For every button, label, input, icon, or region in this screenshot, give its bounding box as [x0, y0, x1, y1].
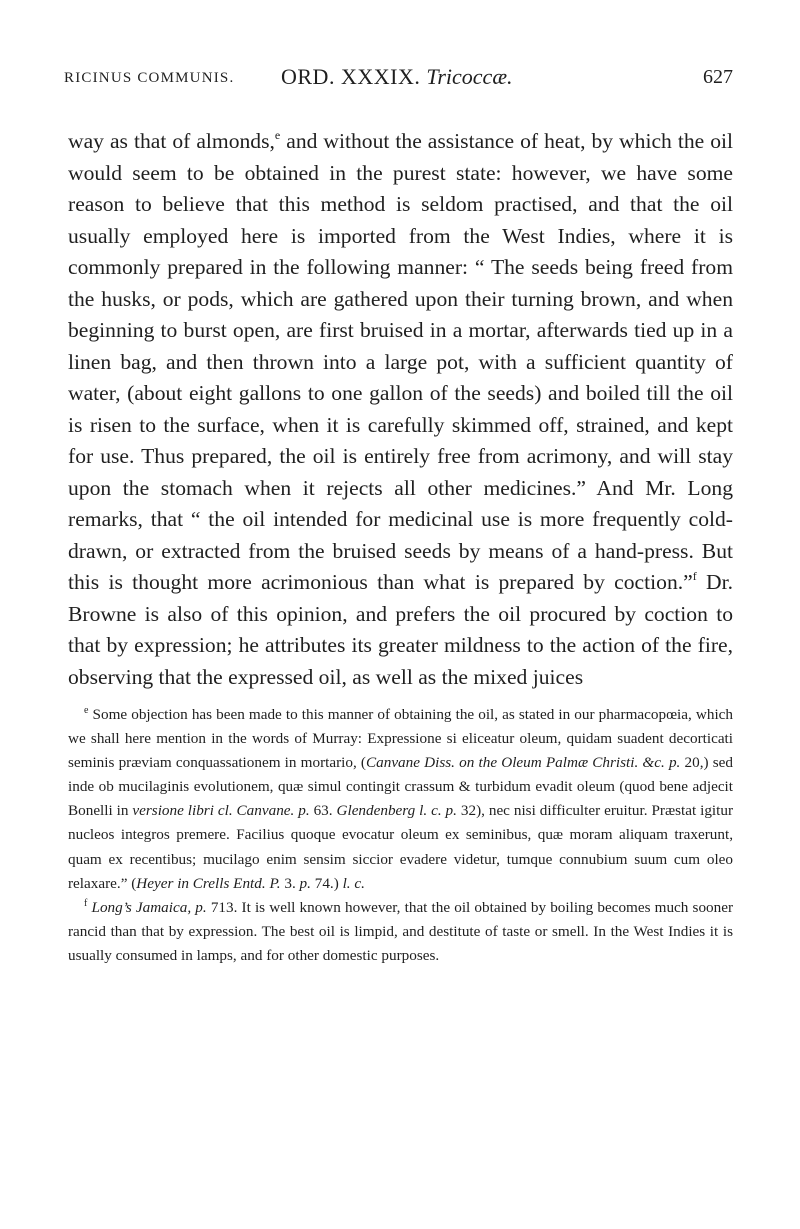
running-header — [64, 40, 733, 89]
page-number: 627 — [703, 66, 733, 88]
text-run: 713. It is well known however, that the oil obtained by boiling becomes much sooner rancid than that by expression. The best oil is limpid, and destitute of taste or smell. In the West Indies it is usually consumed in lamps, and for other domestic purposes. — [68, 898, 734, 964]
citation: Long’s Jamaica, p. — [91, 898, 207, 916]
text-run: Dr. Browne is also of this opinion, and prefers the oil procured by coction to that by expression; he attributes its greater mildness to the action of the fire, observing that the expressed oil, as well as the mixed juices — [68, 570, 734, 689]
text-run: way as that of almonds, — [68, 129, 275, 153]
citation: versione libri cl. Canvane. p. — [132, 802, 310, 820]
citation: l. c. — [342, 874, 365, 892]
order-heading — [281, 64, 513, 90]
text-run: 63. — [309, 802, 337, 820]
text-run: 20,) sed inde ob mucilaginis evolutionem, quæ simul contingit crassum & turbidum evadit oleum (quod bene adjecit Bonelli in — [68, 754, 733, 820]
family-label: Tricoccæ. — [426, 64, 513, 89]
text-run: 3. — [280, 874, 300, 892]
text-run: 74.) — [310, 874, 343, 892]
footnote-mark: e — [84, 705, 89, 716]
footnote-mark: f — [84, 897, 88, 909]
footnote-f — [68, 896, 733, 968]
text-run: Some objection has been made to this manner of obtaining the oil, as stated in our pharmacopœia, which we shall here mention in the words of Murray: Expressione si eliceatur oleum, quidam suadent decorticati seminis præviam conquassationem in mortario, ( — [68, 706, 734, 772]
running-title: RICINUS COMMUNIS. — [64, 70, 235, 86]
citation: Canvane Diss. on the Oleum Palmæ Christi. &c. p. — [366, 754, 681, 772]
citation: p. — [299, 874, 311, 892]
citation: Glendenberg l. c. p. — [336, 802, 457, 820]
page — [64, 40, 734, 968]
text-run: and without the assistance of heat, by which the oil would seem to be obtained in the purest state: however, we have some reason to believe that this method is seldom practised, and that the oil usually employed here is imported from the West Indies, where it is commonly prepared in the following manner: “ The seeds being freed from the husks, or pods, which are gathered upon their turning brown, and when beginning to burst open, are first bruised in a mortar, afterwards tied up in a linen bag, and then thrown into a large pot, with a sufficient quantity of water, (about eight gallons to one gallon of the seeds) and boiled till the oil is risen to the surface, when it is carefully skimmed off, strained, and kept for use. Thus prepared, the oil is entirely free from acrimony, and will stay upon the stomach when it rejects all other medicines.” And Mr. Long remarks, that “ the oil intended for medicinal use is more frequently cold-drawn, or extracted from the bruised seeds by means of a hand-press. But this is thought more acrimonious than what is prepared by coction.” — [68, 129, 734, 594]
text-run: 32), nec nisi difficulter eruitur. Præstat igitur nucleos integros premere. Facilius quoque evocatur oleum ex seminibus, quæ moram aliquam traxerunt, quam ex recentibus; mucilago enim sensim siccior evadere videtur, tumque connubium suum cum oleo relaxare.” ( — [68, 802, 734, 892]
footnote-ref-e: e — [274, 128, 281, 142]
order-label: ORD. XXXIX. — [281, 64, 421, 89]
citation: Heyer in Crells Entd. P. — [136, 874, 281, 892]
footnote-ref-f: f — [692, 569, 697, 583]
main-text — [68, 126, 733, 693]
footnote-e — [68, 703, 733, 896]
paragraph — [68, 126, 733, 693]
footnotes — [68, 703, 733, 968]
